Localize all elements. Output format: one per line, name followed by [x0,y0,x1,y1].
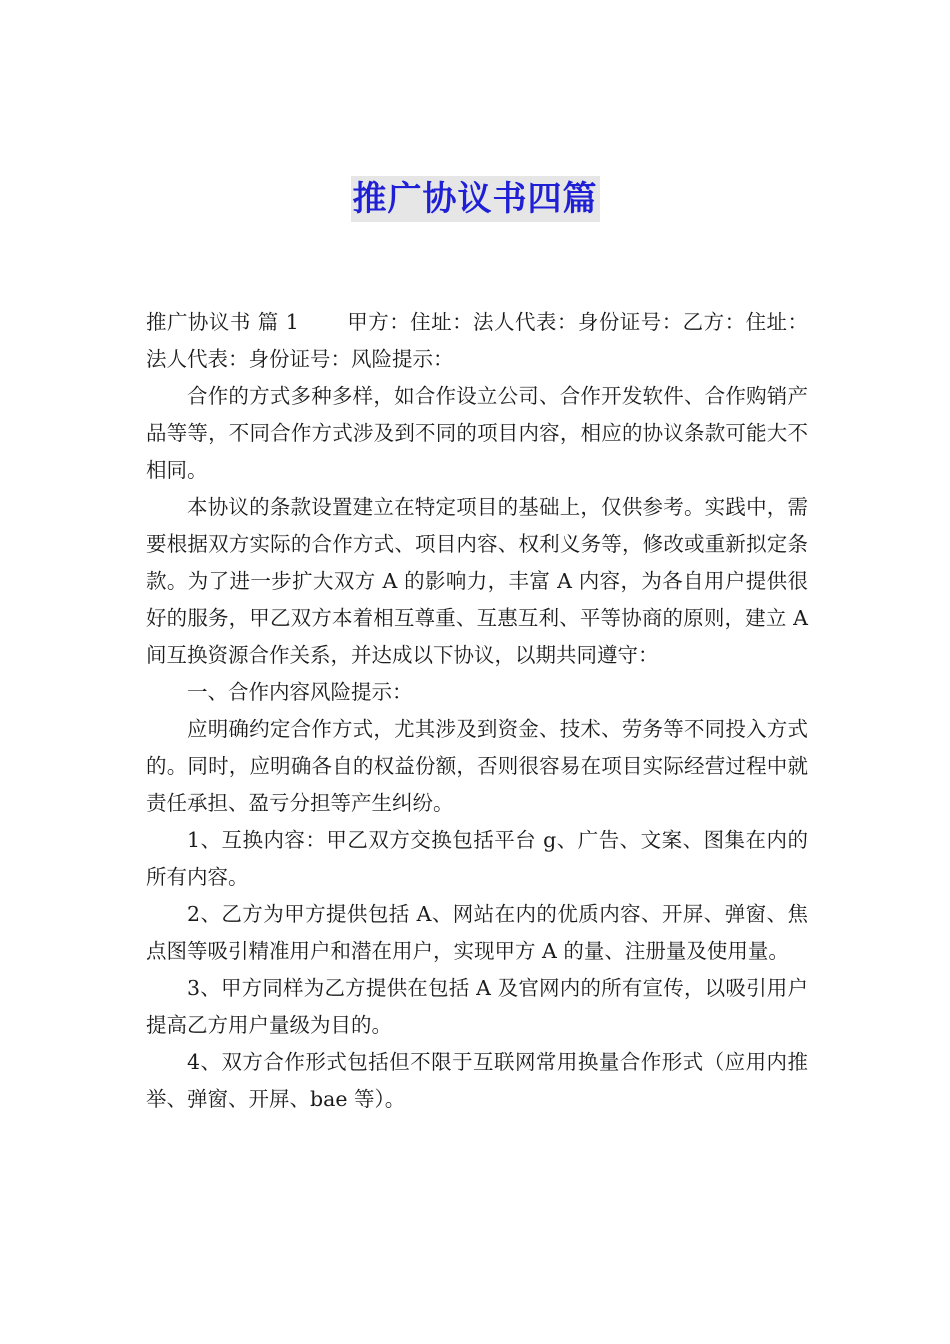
opening-paragraph [146,304,808,378]
document-body [146,304,808,1118]
list-item: 4、双方合作形式包括但不限于互联网常用换量合作形式（应用内推举、弹窗、开屏、bae 等）。 [146,1050,808,1111]
paragraph: 应明确约定合作方式，尤其涉及到资金、技术、劳务等不同投入方式的。同时，应明确各自的权益份额，否则很容易在项目实际经营过程中就责任承担、盈亏分担等产生纠纷。 [146,717,808,815]
paragraph: 本协议的条款设置建立在特定项目的基础上，仅供参考。实践中，需要根据双方实际的合作方式、项目内容、权利义务等，修改或重新拟定条款。为了进一步扩大双方 A 的影响力，丰富 A 内容，为各自用户提供很好的服务，甲乙双方本着相互尊重、互惠互利、平等协商的原则，建立 A 间互换资源合作关系，并达成以下协议，以期共同遵守： [146,495,808,667]
document-title: 推广协议书四篇 [351,176,600,222]
list-item: 2、乙方为甲方提供包括 A、网站在内的优质内容、开屏、弹窗、焦点图等吸引精准用户和潜在用户，实现甲方 A 的量、注册量及使用量。 [146,902,808,963]
list-item: 1、互换内容：甲乙双方交换包括平台 g、广告、文案、图集在内的所有内容。 [146,828,808,889]
party-fields: 甲方：住址：法人代表：身份证号：乙方：住址：法人代表：身份证号：风险提示： [146,310,809,371]
section-title: 一、合作内容风险提示： [187,680,413,704]
paragraph: 合作的方式多种多样，如合作设立公司、合作开发软件、合作购销产品等等，不同合作方式涉及到不同的项目内容，相应的协议条款可能大不相同。 [146,384,808,482]
list-item: 3、甲方同样为乙方提供在包括 A 及官网内的所有宣传，以吸引用户提高乙方用户量级为目的。 [146,976,808,1037]
title-container [0,176,950,222]
section-heading: 推广协议书 篇 1 [146,310,299,334]
